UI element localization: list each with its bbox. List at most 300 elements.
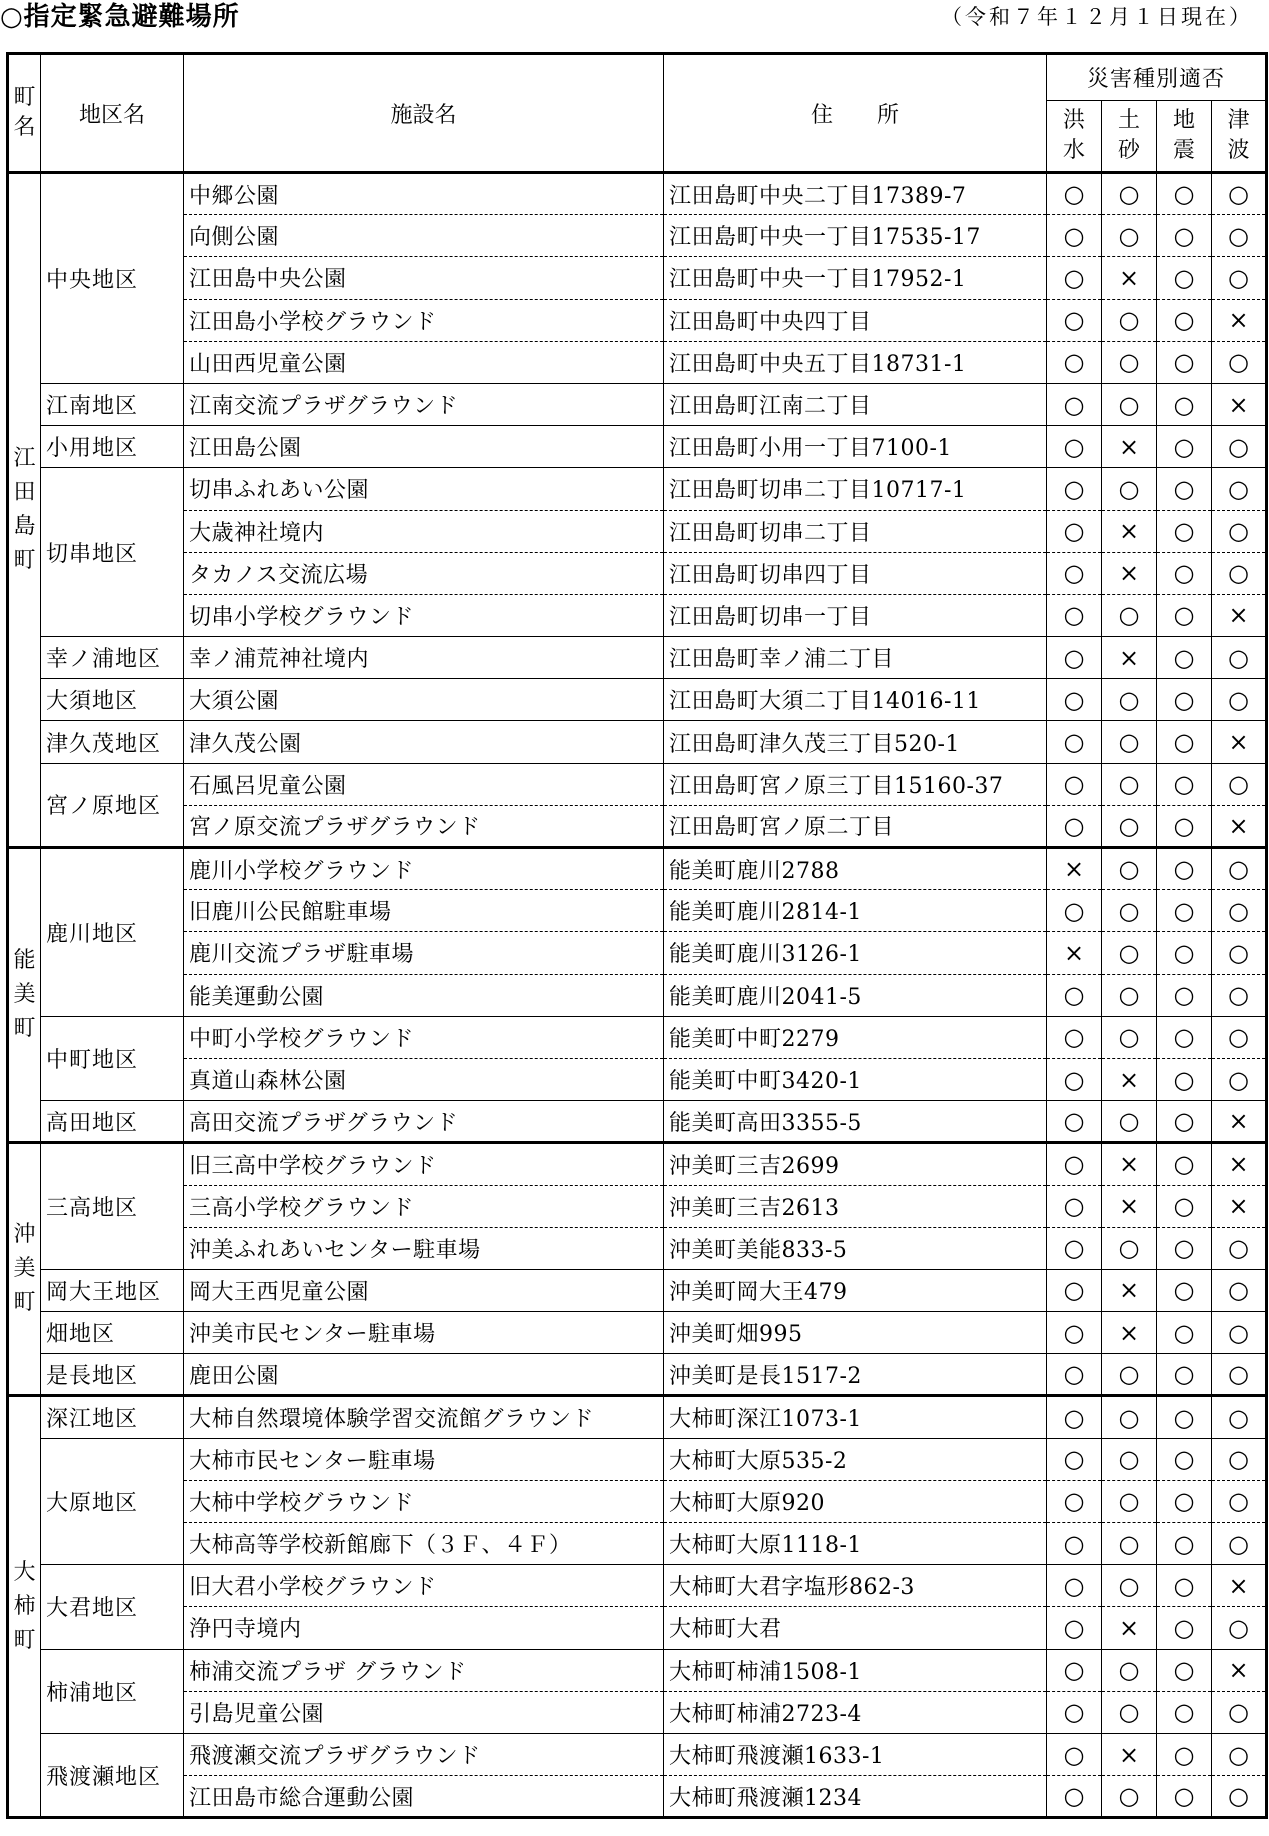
hazard-flood-cell: ○: [1047, 1058, 1102, 1100]
hazard-tsunami-cell: ○: [1212, 510, 1267, 552]
hazard-group-header: 災害種別適否: [1047, 54, 1267, 101]
hazard-landslide-cell: ○: [1102, 974, 1157, 1016]
hazard-tsunami-cell: ○: [1212, 426, 1267, 468]
address-cell: 大柿町柿浦1508-1: [664, 1649, 1047, 1691]
hazard-header-tsunami: [1212, 101, 1267, 173]
table-row: [8, 1480, 1267, 1522]
hazard-flood-cell: ○: [1047, 1185, 1102, 1227]
hazard-tsunami-cell: ○: [1212, 1396, 1267, 1438]
address-cell: 沖美町是長1517-2: [664, 1354, 1047, 1396]
hazard-header-earthquake: [1157, 101, 1212, 173]
table-row: [8, 1776, 1267, 1818]
table-row: [8, 1649, 1267, 1691]
hazard-flood-cell: ○: [1047, 594, 1102, 636]
town-column-header: [8, 54, 41, 173]
hazard-tsunami-cell: ○: [1212, 763, 1267, 805]
hazard-tsunami-cell: ×: [1212, 383, 1267, 425]
facility-name-cell: 真道山森林公園: [184, 1058, 664, 1100]
town-name-char: 町: [13, 1290, 36, 1316]
hazard-tsunami-cell: ○: [1212, 932, 1267, 974]
hazard-tsunami-cell: ×: [1212, 594, 1267, 636]
facility-name-cell: 大柿市民センター駐車場: [184, 1438, 664, 1480]
hazard-earthquake-cell: ○: [1157, 552, 1212, 594]
address-cell: 江田島町小用一丁目7100-1: [664, 426, 1047, 468]
facility-name-cell: 柿浦交流プラザ グラウンド: [184, 1649, 664, 1691]
hazard-landslide-cell: ○: [1102, 848, 1157, 890]
hazard-earthquake-cell: ○: [1157, 1312, 1212, 1354]
table-row: [8, 1691, 1267, 1733]
hazard-flood-cell: ○: [1047, 974, 1102, 1016]
table-row: [8, 299, 1267, 341]
hazard-earthquake-cell: ○: [1157, 763, 1212, 805]
hazard-landslide-cell: ×: [1102, 552, 1157, 594]
district-name-cell: 是長地区: [41, 1354, 184, 1396]
hazard-earthquake-cell: ○: [1157, 257, 1212, 299]
hazard-earthquake-cell: ○: [1157, 215, 1212, 257]
hazard-landslide-cell: ○: [1102, 1565, 1157, 1607]
address-cell: 能美町鹿川2788: [664, 848, 1047, 890]
district-name-cell: 大原地区: [41, 1438, 184, 1565]
district-name-cell: 畑地区: [41, 1312, 184, 1354]
address-cell: 沖美町三吉2699: [664, 1143, 1047, 1185]
hazard-tsunami-cell: ○: [1212, 1227, 1267, 1269]
hazard-earthquake-cell: ○: [1157, 341, 1212, 383]
hazard-earthquake-cell: ○: [1157, 1269, 1212, 1311]
hazard-tsunami-cell: ×: [1212, 721, 1267, 763]
address-cell: 能美町高田3355-5: [664, 1101, 1047, 1143]
facility-name-cell: 高田交流プラザグラウンド: [184, 1101, 664, 1143]
district-name-cell: 高田地区: [41, 1101, 184, 1143]
district-name-cell: 中央地区: [41, 173, 184, 384]
table-row: [8, 341, 1267, 383]
header-char: 津: [1227, 108, 1250, 133]
hazard-earthquake-cell: ○: [1157, 974, 1212, 1016]
address-cell: 能美町中町2279: [664, 1016, 1047, 1058]
address-cell: 江田島町切串四丁目: [664, 552, 1047, 594]
hazard-tsunami-cell: ○: [1212, 1733, 1267, 1775]
table-row: [8, 215, 1267, 257]
header-char: 名: [13, 115, 36, 140]
table-row: [8, 1312, 1267, 1354]
town-name-char: 大: [13, 1559, 36, 1585]
address-cell: 沖美町畑995: [664, 1312, 1047, 1354]
district-name-cell: 大須地区: [41, 679, 184, 721]
table-row: [8, 1438, 1267, 1480]
hazard-label-earthquake: [1157, 106, 1211, 166]
hazard-flood-cell: ○: [1047, 1480, 1102, 1522]
town-name-char: 美: [13, 1256, 36, 1282]
table-row: [8, 173, 1267, 215]
hazard-landslide-cell: ○: [1102, 1016, 1157, 1058]
address-column-header: 住 所: [664, 54, 1047, 173]
hazard-flood-cell: ○: [1047, 1776, 1102, 1818]
header-char: 砂: [1117, 138, 1140, 163]
town-column-label: [9, 83, 40, 143]
document-header: [0, 0, 1269, 48]
hazard-landslide-cell: ×: [1102, 510, 1157, 552]
facility-name-cell: 旧鹿川公民館駐車場: [184, 890, 664, 932]
address-cell: 江田島町幸ノ浦二丁目: [664, 637, 1047, 679]
table-row: [8, 1185, 1267, 1227]
address-cell: 能美町鹿川2041-5: [664, 974, 1047, 1016]
address-cell: 沖美町岡大王479: [664, 1269, 1047, 1311]
facility-name-cell: 江田島小学校グラウンド: [184, 299, 664, 341]
hazard-landslide-cell: ×: [1102, 257, 1157, 299]
table-row: [8, 1396, 1267, 1438]
facility-name-cell: 大柿中学校グラウンド: [184, 1480, 664, 1522]
table-row: [8, 1565, 1267, 1607]
table-row: [8, 890, 1267, 932]
address-cell: 大柿町大君: [664, 1607, 1047, 1649]
hazard-flood-cell: ○: [1047, 1523, 1102, 1565]
address-cell: 江田島町宮ノ原二丁目: [664, 805, 1047, 847]
address-cell: 大柿町深江1073-1: [664, 1396, 1047, 1438]
hazard-flood-cell: ○: [1047, 1649, 1102, 1691]
facility-column-header: 施設名: [184, 54, 664, 173]
hazard-landslide-cell: ○: [1102, 1438, 1157, 1480]
facility-name-cell: 切串小学校グラウンド: [184, 594, 664, 636]
header-char: 波: [1227, 138, 1250, 163]
facility-name-cell: 能美運動公園: [184, 974, 664, 1016]
town-name-char: 能: [13, 948, 36, 974]
address-cell: 沖美町美能833-5: [664, 1227, 1047, 1269]
header-char: 洪: [1062, 108, 1085, 133]
as-of-date: （令和７年１２月１日現在）: [941, 5, 1253, 29]
town-name-char: 田: [13, 480, 36, 505]
hazard-flood-cell: ○: [1047, 468, 1102, 510]
address-cell: 大柿町大君字塩形862-3: [664, 1565, 1047, 1607]
hazard-flood-cell: ×: [1047, 932, 1102, 974]
hazard-header-flood: [1047, 101, 1102, 173]
facility-name-cell: 切串ふれあい公園: [184, 468, 664, 510]
hazard-earthquake-cell: ○: [1157, 1649, 1212, 1691]
facility-name-cell: 岡大王西児童公園: [184, 1269, 664, 1311]
hazard-tsunami-cell: ○: [1212, 848, 1267, 890]
district-name-cell: 切串地区: [41, 468, 184, 637]
hazard-earthquake-cell: ○: [1157, 890, 1212, 932]
district-column-header: 地区名: [41, 54, 184, 173]
table-row: [8, 1354, 1267, 1396]
hazard-tsunami-cell: ○: [1212, 1438, 1267, 1480]
header-char: 町: [13, 85, 36, 110]
hazard-flood-cell: ○: [1047, 1565, 1102, 1607]
table-row: [8, 1058, 1267, 1100]
hazard-landslide-cell: ○: [1102, 890, 1157, 932]
facility-name-cell: 山田西児童公園: [184, 341, 664, 383]
table-row: [8, 721, 1267, 763]
hazard-landslide-cell: ×: [1102, 1058, 1157, 1100]
hazard-earthquake-cell: ○: [1157, 1565, 1212, 1607]
address-cell: 江田島町中央二丁目17389-7: [664, 173, 1047, 215]
town-name-cell: [8, 848, 41, 1143]
table-row: [8, 848, 1267, 890]
hazard-flood-cell: ○: [1047, 552, 1102, 594]
hazard-earthquake-cell: ○: [1157, 848, 1212, 890]
hazard-tsunami-cell: ○: [1212, 974, 1267, 1016]
table-row: [8, 1733, 1267, 1775]
hazard-landslide-cell: ○: [1102, 468, 1157, 510]
district-name-cell: 津久茂地区: [41, 721, 184, 763]
hazard-flood-cell: ○: [1047, 257, 1102, 299]
header-char: 地: [1172, 108, 1195, 133]
facility-name-cell: 石風呂児童公園: [184, 763, 664, 805]
hazard-landslide-cell: ○: [1102, 215, 1157, 257]
hazard-landslide-cell: ○: [1102, 1227, 1157, 1269]
hazard-tsunami-cell: ○: [1212, 1269, 1267, 1311]
facility-name-cell: 鹿田公園: [184, 1354, 664, 1396]
hazard-flood-cell: ○: [1047, 510, 1102, 552]
address-cell: 大柿町大原920: [664, 1480, 1047, 1522]
hazard-tsunami-cell: ○: [1212, 341, 1267, 383]
facility-name-cell: 大柿高等学校新館廊下（３Ｆ、４Ｆ）: [184, 1523, 664, 1565]
facility-name-cell: 大歳神社境内: [184, 510, 664, 552]
hazard-landslide-cell: ○: [1102, 173, 1157, 215]
district-name-cell: 宮ノ原地区: [41, 763, 184, 847]
address-cell: 江田島町切串一丁目: [664, 594, 1047, 636]
address-cell: 大柿町大原535-2: [664, 1438, 1047, 1480]
hazard-landslide-cell: ×: [1102, 1733, 1157, 1775]
facility-name-cell: 幸ノ浦荒神社境内: [184, 637, 664, 679]
facility-name-cell: 沖美市民センター駐車場: [184, 1312, 664, 1354]
table-row: [8, 1016, 1267, 1058]
hazard-earthquake-cell: ○: [1157, 1523, 1212, 1565]
address-cell: 江田島町津久茂三丁目520-1: [664, 721, 1047, 763]
hazard-tsunami-cell: ×: [1212, 1143, 1267, 1185]
address-cell: 沖美町三吉2613: [664, 1185, 1047, 1227]
hazard-flood-cell: ○: [1047, 215, 1102, 257]
hazard-earthquake-cell: ○: [1157, 299, 1212, 341]
hazard-landslide-cell: ○: [1102, 805, 1157, 847]
hazard-earthquake-cell: ○: [1157, 426, 1212, 468]
district-name-cell: 三高地区: [41, 1143, 184, 1270]
hazard-flood-cell: ○: [1047, 1227, 1102, 1269]
hazard-flood-cell: ○: [1047, 805, 1102, 847]
hazard-earthquake-cell: ○: [1157, 594, 1212, 636]
hazard-tsunami-cell: ○: [1212, 257, 1267, 299]
header-char: 震: [1172, 138, 1195, 163]
table-row: [8, 383, 1267, 425]
hazard-tsunami-cell: ○: [1212, 1523, 1267, 1565]
hazard-landslide-cell: ○: [1102, 1354, 1157, 1396]
address-cell: 能美町中町3420-1: [664, 1058, 1047, 1100]
district-name-cell: 飛渡瀬地区: [41, 1733, 184, 1817]
hazard-tsunami-cell: ○: [1212, 1480, 1267, 1522]
facility-name-cell: 向側公園: [184, 215, 664, 257]
table-row: [8, 1227, 1267, 1269]
hazard-earthquake-cell: ○: [1157, 468, 1212, 510]
hazard-earthquake-cell: ○: [1157, 173, 1212, 215]
hazard-flood-cell: ○: [1047, 637, 1102, 679]
table-row: [8, 763, 1267, 805]
hazard-landslide-cell: ×: [1102, 426, 1157, 468]
facility-name-cell: 津久茂公園: [184, 721, 664, 763]
hazard-flood-cell: ○: [1047, 890, 1102, 932]
table-row: [8, 468, 1267, 510]
hazard-landslide-cell: ×: [1102, 637, 1157, 679]
district-name-cell: 江南地区: [41, 383, 184, 425]
hazard-flood-cell: ○: [1047, 1143, 1102, 1185]
hazard-earthquake-cell: ○: [1157, 1776, 1212, 1818]
address-cell: 能美町鹿川3126-1: [664, 932, 1047, 974]
facility-name-cell: 旧大君小学校グラウンド: [184, 1565, 664, 1607]
hazard-flood-cell: ○: [1047, 341, 1102, 383]
hazard-flood-cell: ○: [1047, 1354, 1102, 1396]
table-row: [8, 510, 1267, 552]
facility-name-cell: 鹿川小学校グラウンド: [184, 848, 664, 890]
hazard-landslide-cell: ○: [1102, 383, 1157, 425]
hazard-landslide-cell: ○: [1102, 1649, 1157, 1691]
hazard-landslide-cell: ×: [1102, 1312, 1157, 1354]
address-cell: 江田島町中央五丁目18731-1: [664, 341, 1047, 383]
hazard-tsunami-cell: ×: [1212, 1185, 1267, 1227]
hazard-label-landslide: [1102, 106, 1156, 166]
hazard-landslide-cell: ○: [1102, 594, 1157, 636]
hazard-flood-cell: ×: [1047, 848, 1102, 890]
hazard-tsunami-cell: ○: [1212, 679, 1267, 721]
facility-name-cell: 大柿自然環境体験学習交流館グラウンド: [184, 1396, 664, 1438]
facility-name-cell: 三高小学校グラウンド: [184, 1185, 664, 1227]
facility-name-cell: 中町小学校グラウンド: [184, 1016, 664, 1058]
hazard-landslide-cell: ○: [1102, 299, 1157, 341]
hazard-earthquake-cell: ○: [1157, 383, 1212, 425]
hazard-tsunami-cell: ○: [1212, 1607, 1267, 1649]
hazard-landslide-cell: ○: [1102, 341, 1157, 383]
facility-name-cell: 江田島中央公園: [184, 257, 664, 299]
hazard-landslide-cell: ×: [1102, 1143, 1157, 1185]
table-row: [8, 805, 1267, 847]
hazard-tsunami-cell: ○: [1212, 552, 1267, 594]
hazard-tsunami-cell: ○: [1212, 215, 1267, 257]
hazard-landslide-cell: ○: [1102, 1480, 1157, 1522]
table-row: [8, 679, 1267, 721]
facility-name-cell: タカノス交流広場: [184, 552, 664, 594]
town-name-cell: [8, 173, 41, 848]
town-name-char: 沖: [13, 1222, 36, 1248]
facility-name-cell: 江南交流プラザグラウンド: [184, 383, 664, 425]
hazard-earthquake-cell: ○: [1157, 1185, 1212, 1227]
table-header: [8, 54, 1267, 173]
hazard-earthquake-cell: ○: [1157, 932, 1212, 974]
hazard-earthquake-cell: ○: [1157, 1438, 1212, 1480]
hazard-flood-cell: ○: [1047, 1101, 1102, 1143]
table-row: [8, 974, 1267, 1016]
address-cell: 大柿町飛渡瀬1234: [664, 1776, 1047, 1818]
hazard-flood-cell: ○: [1047, 1312, 1102, 1354]
hazard-tsunami-cell: ×: [1212, 1565, 1267, 1607]
hazard-tsunami-cell: ×: [1212, 1101, 1267, 1143]
facility-name-cell: 沖美ふれあいセンター駐車場: [184, 1227, 664, 1269]
header-char: 土: [1117, 108, 1140, 133]
hazard-earthquake-cell: ○: [1157, 1607, 1212, 1649]
hazard-tsunami-cell: ×: [1212, 1649, 1267, 1691]
hazard-flood-cell: ○: [1047, 1016, 1102, 1058]
table-row: [8, 426, 1267, 468]
facility-name-cell: 江田島公園: [184, 426, 664, 468]
address-cell: 大柿町柿浦2723-4: [664, 1691, 1047, 1733]
evacuation-sites-table: [6, 52, 1268, 1819]
address-cell: 江田島町大須二丁目14016-11: [664, 679, 1047, 721]
hazard-tsunami-cell: ○: [1212, 1776, 1267, 1818]
hazard-earthquake-cell: ○: [1157, 721, 1212, 763]
facility-name-cell: 鹿川交流プラザ駐車場: [184, 932, 664, 974]
hazard-tsunami-cell: ○: [1212, 1016, 1267, 1058]
hazard-earthquake-cell: ○: [1157, 1691, 1212, 1733]
hazard-tsunami-cell: ○: [1212, 1354, 1267, 1396]
facility-name-cell: 江田島市総合運動公園: [184, 1776, 664, 1818]
facility-name-cell: 大須公園: [184, 679, 664, 721]
district-name-cell: 中町地区: [41, 1016, 184, 1100]
hazard-earthquake-cell: ○: [1157, 1058, 1212, 1100]
town-name-cell: [8, 1396, 41, 1818]
facility-name-cell: 引島児童公園: [184, 1691, 664, 1733]
district-name-cell: 柿浦地区: [41, 1649, 184, 1733]
address-cell: 江田島町中央一丁目17535-17: [664, 215, 1047, 257]
hazard-tsunami-cell: ○: [1212, 468, 1267, 510]
table-row: [8, 932, 1267, 974]
district-name-cell: 鹿川地区: [41, 848, 184, 1017]
hazard-tsunami-cell: ×: [1212, 299, 1267, 341]
hazard-earthquake-cell: ○: [1157, 1143, 1212, 1185]
district-name-cell: 小用地区: [41, 426, 184, 468]
district-name-cell: 岡大王地区: [41, 1269, 184, 1311]
header-char: 水: [1062, 138, 1085, 163]
hazard-earthquake-cell: ○: [1157, 679, 1212, 721]
hazard-flood-cell: ○: [1047, 173, 1102, 215]
table-row: [8, 257, 1267, 299]
hazard-landslide-cell: ○: [1102, 1776, 1157, 1818]
town-name-char: 江: [13, 446, 36, 471]
hazard-flood-cell: ○: [1047, 426, 1102, 468]
address-cell: 大柿町飛渡瀬1633-1: [664, 1733, 1047, 1775]
address-cell: 江田島町宮ノ原三丁目15160-37: [664, 763, 1047, 805]
table-row: [8, 637, 1267, 679]
town-name-char: 町: [13, 1016, 36, 1042]
address-cell: 能美町鹿川2814-1: [664, 890, 1047, 932]
hazard-flood-cell: ○: [1047, 1607, 1102, 1649]
town-name-char: 柿: [13, 1593, 36, 1619]
hazard-landslide-cell: ○: [1102, 1101, 1157, 1143]
town-name-char: 町: [13, 548, 36, 573]
table-row: [8, 1523, 1267, 1565]
facility-name-cell: 浄円寺境内: [184, 1607, 664, 1649]
address-cell: 大柿町大原1118-1: [664, 1523, 1047, 1565]
hazard-tsunami-cell: ○: [1212, 637, 1267, 679]
hazard-flood-cell: ○: [1047, 1396, 1102, 1438]
town-name-char: 町: [13, 1627, 36, 1653]
district-name-cell: 大君地区: [41, 1565, 184, 1649]
hazard-tsunami-cell: ○: [1212, 1691, 1267, 1733]
table-body: [8, 173, 1267, 1818]
facility-name-cell: 旧三高中学校グラウンド: [184, 1143, 664, 1185]
hazard-earthquake-cell: ○: [1157, 1101, 1212, 1143]
hazard-earthquake-cell: ○: [1157, 510, 1212, 552]
district-name-cell: 幸ノ浦地区: [41, 637, 184, 679]
table-row: [8, 1607, 1267, 1649]
facility-name-cell: 中郷公園: [184, 173, 664, 215]
town-name-char: 島: [13, 514, 36, 539]
hazard-flood-cell: ○: [1047, 1438, 1102, 1480]
hazard-flood-cell: ○: [1047, 1733, 1102, 1775]
town-name-char: 美: [13, 982, 36, 1008]
hazard-earthquake-cell: ○: [1157, 1227, 1212, 1269]
hazard-earthquake-cell: ○: [1157, 637, 1212, 679]
hazard-earthquake-cell: ○: [1157, 1354, 1212, 1396]
facility-name-cell: 飛渡瀬交流プラザグラウンド: [184, 1733, 664, 1775]
hazard-earthquake-cell: ○: [1157, 1016, 1212, 1058]
hazard-earthquake-cell: ○: [1157, 1480, 1212, 1522]
hazard-earthquake-cell: ○: [1157, 1396, 1212, 1438]
hazard-landslide-cell: ×: [1102, 1269, 1157, 1311]
